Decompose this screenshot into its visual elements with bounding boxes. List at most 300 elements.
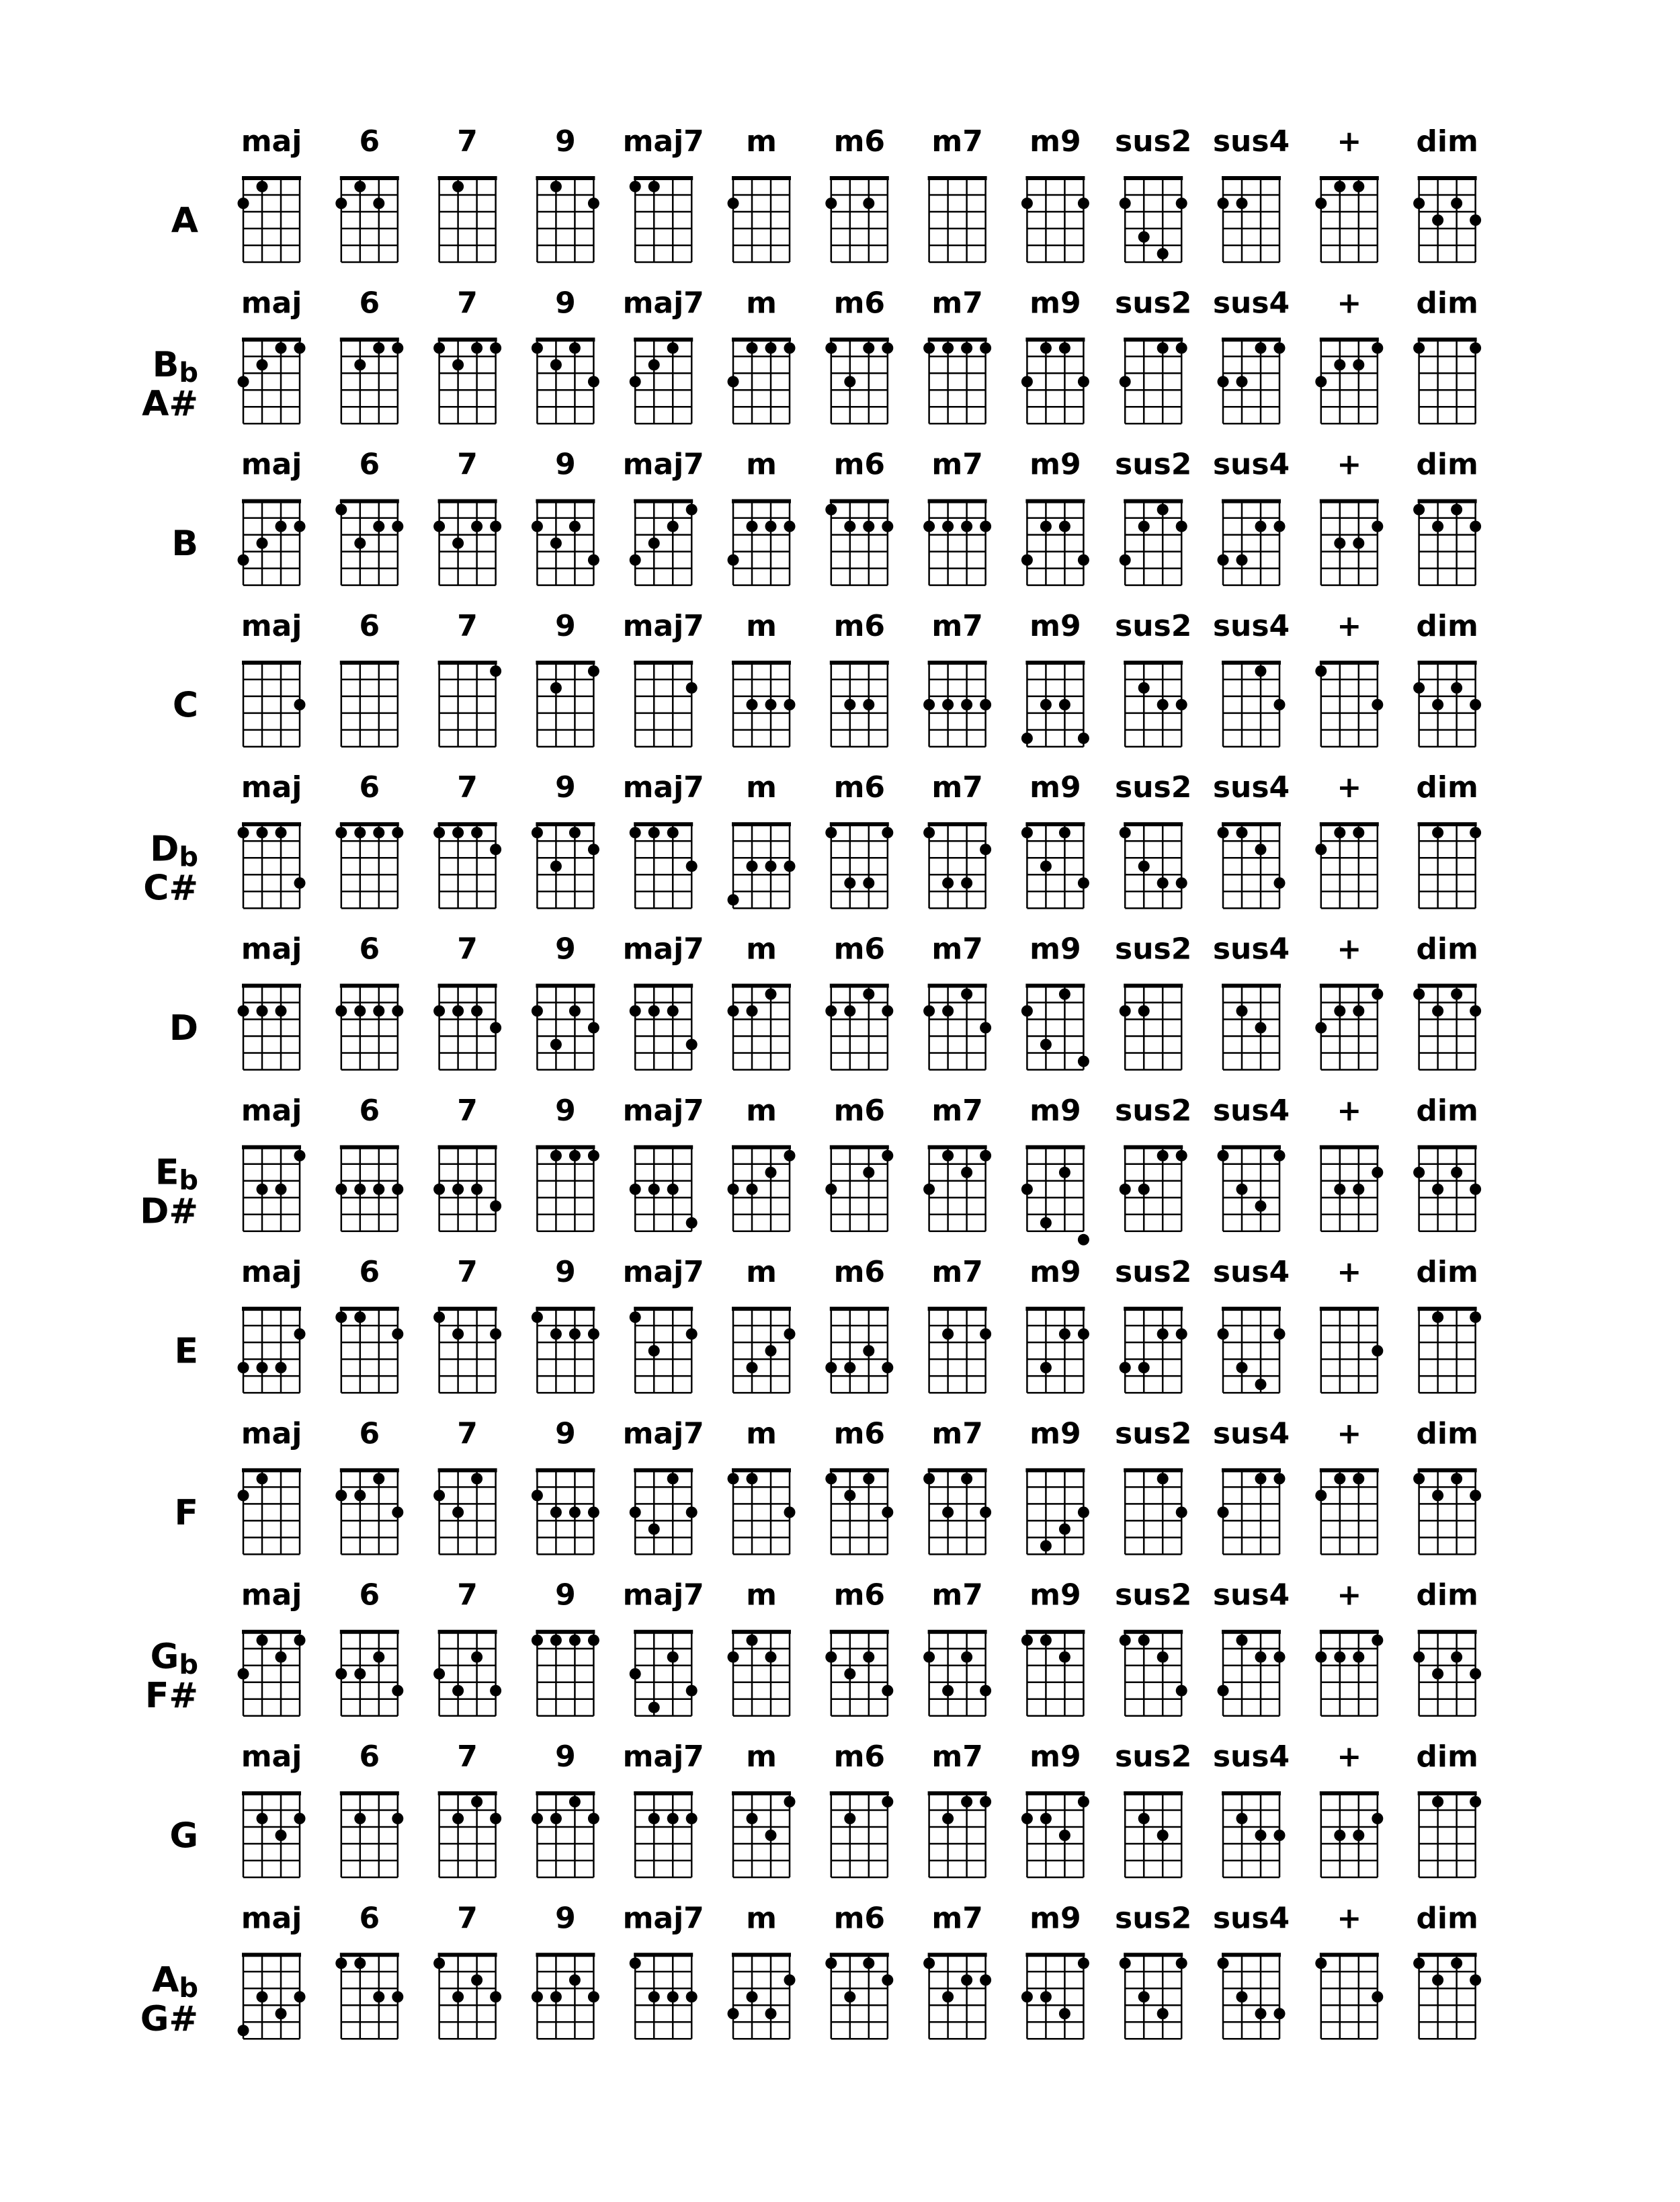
- finger-dot: [1334, 827, 1345, 838]
- finger-dot: [257, 827, 268, 838]
- chord-diagram: [1115, 770, 1191, 908]
- finger-dot: [784, 342, 796, 354]
- chord-diagram: [335, 1578, 403, 1716]
- finger-dot: [569, 342, 581, 354]
- finger-dot: [294, 877, 306, 889]
- chord-quality-label: maj7: [622, 447, 704, 482]
- finger-dot: [1274, 699, 1286, 710]
- chord-diagram: [335, 1416, 403, 1554]
- chord-quality-label: m: [746, 124, 777, 159]
- root-note: A: [152, 1959, 179, 2000]
- finger-dot: [942, 1991, 954, 2002]
- finger-dot: [1274, 1830, 1286, 1841]
- finger-dot: [1021, 376, 1033, 387]
- finger-dot: [1315, 376, 1327, 387]
- chord-diagram: [1115, 609, 1191, 747]
- finger-dot: [257, 1006, 268, 1017]
- finger-dot: [373, 198, 384, 209]
- finger-dot: [1255, 521, 1267, 532]
- finger-dot: [569, 1635, 581, 1646]
- chord-quality-label: 7: [457, 447, 478, 482]
- finger-dot: [844, 1006, 855, 1017]
- chord-quality-label: m: [746, 932, 777, 967]
- root-note: F#: [144, 1676, 198, 1717]
- finger-dot: [844, 1668, 855, 1680]
- chord-diagram: [532, 1255, 599, 1393]
- finger-dot: [747, 1813, 758, 1824]
- finger-dot: [686, 1813, 698, 1824]
- chord-quality-label: +: [1337, 770, 1362, 805]
- finger-dot: [630, 376, 641, 387]
- finger-dot: [294, 1328, 306, 1340]
- root-note: A: [171, 200, 198, 241]
- finger-dot: [882, 1685, 893, 1697]
- chord-quality-label: 9: [555, 932, 576, 967]
- finger-dot: [1432, 1311, 1443, 1323]
- chord-quality-label: m: [746, 1416, 777, 1451]
- finger-dot: [686, 1506, 698, 1518]
- finger-dot: [1432, 521, 1443, 532]
- chord-quality-label: m7: [931, 1578, 983, 1613]
- finger-dot: [335, 504, 347, 516]
- finger-dot: [1372, 1167, 1383, 1178]
- finger-dot: [1176, 699, 1187, 710]
- finger-dot: [276, 2008, 287, 2019]
- finger-dot: [1255, 342, 1267, 354]
- chord-diagram: [238, 770, 306, 908]
- finger-dot: [686, 504, 698, 516]
- chord-quality-label: m: [746, 608, 777, 643]
- chord-diagram: [1115, 1578, 1191, 1716]
- chord-quality-label: +: [1337, 286, 1362, 321]
- finger-dot: [1413, 1473, 1425, 1484]
- chord-quality-label: 6: [359, 286, 380, 321]
- finger-dot: [452, 359, 464, 370]
- chord-quality-label: maj: [241, 1093, 302, 1128]
- finger-dot: [354, 1311, 366, 1323]
- chord-diagram: [1021, 1578, 1085, 1716]
- finger-dot: [980, 699, 991, 710]
- finger-dot: [1413, 1652, 1425, 1663]
- chord-quality-label: 7: [457, 770, 478, 805]
- chord-quality-label: 9: [555, 608, 576, 643]
- chord-diagram: [623, 770, 704, 908]
- finger-dot: [1470, 1796, 1481, 1807]
- finger-dot: [1157, 504, 1169, 516]
- chord-diagram: [732, 1255, 796, 1393]
- finger-dot: [276, 1184, 287, 1195]
- chord-quality-label: m: [746, 1901, 777, 1936]
- chord-quality-label: m7: [931, 1740, 983, 1774]
- finger-dot: [765, 1345, 777, 1356]
- chord-diagram: [1115, 1094, 1191, 1231]
- finger-dot: [294, 1813, 306, 1824]
- finger-dot: [1078, 1234, 1089, 1246]
- finger-dot: [1059, 989, 1070, 1000]
- finger-dot: [550, 359, 562, 370]
- finger-dot: [1236, 1362, 1248, 1373]
- finger-dot: [980, 1022, 991, 1034]
- finger-dot: [630, 1957, 641, 1969]
- chord-diagram: [1315, 932, 1383, 1070]
- chord-diagram: [825, 932, 893, 1070]
- finger-dot: [433, 1957, 445, 1969]
- chord-diagram: [1315, 1578, 1383, 1716]
- chord-diagram: [335, 1094, 403, 1231]
- chord-quality-label: 7: [457, 124, 478, 159]
- finger-dot: [1236, 827, 1248, 838]
- finger-dot: [452, 827, 464, 838]
- finger-dot: [1021, 1006, 1033, 1017]
- root-label: [171, 201, 198, 241]
- finger-dot: [1176, 198, 1187, 209]
- finger-dot: [980, 521, 991, 532]
- finger-dot: [452, 1685, 464, 1697]
- chord-quality-label: sus4: [1212, 447, 1290, 482]
- chord-quality-label: m9: [1030, 1416, 1081, 1451]
- finger-dot: [471, 1974, 482, 1986]
- finger-dot: [825, 504, 837, 516]
- chord-diagram: [923, 286, 991, 423]
- chord-quality-label: sus4: [1212, 932, 1290, 967]
- finger-dot: [1451, 1957, 1462, 1969]
- chord-quality-label: dim: [1416, 1578, 1478, 1613]
- finger-dot: [490, 1022, 501, 1034]
- chord-quality-label: 6: [359, 1740, 380, 1774]
- finger-dot: [452, 1813, 464, 1824]
- chord-diagram: [1213, 1740, 1290, 1877]
- chord-quality-label: 7: [457, 1578, 478, 1613]
- finger-dot: [923, 1652, 935, 1663]
- root-note: A#: [142, 383, 198, 424]
- finger-dot: [1353, 1473, 1364, 1484]
- finger-dot: [667, 342, 679, 354]
- finger-dot: [1334, 359, 1345, 370]
- finger-dot: [648, 181, 660, 192]
- finger-dot: [1218, 1150, 1229, 1161]
- finger-dot: [961, 1167, 972, 1178]
- finger-dot: [882, 1006, 893, 1017]
- finger-dot: [1021, 1991, 1033, 2002]
- finger-dot: [825, 342, 837, 354]
- chord-diagram: [923, 609, 991, 747]
- finger-dot: [980, 1506, 991, 1518]
- finger-dot: [490, 1813, 501, 1824]
- finger-dot: [433, 342, 445, 354]
- finger-dot: [667, 1813, 679, 1824]
- chord-diagram: [728, 1901, 796, 2039]
- finger-dot: [923, 699, 935, 710]
- finger-dot: [728, 1006, 739, 1017]
- finger-dot: [471, 521, 482, 532]
- finger-dot: [354, 359, 366, 370]
- chord-diagram: [728, 448, 796, 585]
- chord-quality-label: sus2: [1115, 1901, 1192, 1936]
- finger-dot: [1315, 844, 1327, 855]
- chord-quality-label: sus2: [1115, 1255, 1192, 1290]
- finger-dot: [648, 1184, 660, 1195]
- finger-dot: [923, 1957, 935, 1969]
- chord-quality-label: maj7: [622, 1416, 704, 1451]
- finger-dot: [1040, 1039, 1052, 1051]
- finger-dot: [923, 1473, 935, 1484]
- finger-dot: [1255, 2008, 1267, 2019]
- finger-dot: [844, 1490, 855, 1501]
- chord-diagram: [335, 932, 403, 1070]
- chord-quality-label: m9: [1030, 608, 1081, 643]
- chord-quality-label: 6: [359, 124, 380, 159]
- chord-diagram: [1315, 124, 1379, 262]
- chord-quality-label: m: [746, 770, 777, 805]
- chord-diagram: [623, 1416, 704, 1554]
- chord-diagram: [1416, 770, 1481, 908]
- finger-dot: [550, 1991, 562, 2002]
- chord-quality-label: maj: [241, 286, 302, 321]
- finger-dot: [784, 860, 796, 872]
- chord-diagram: [1021, 124, 1089, 262]
- finger-dot: [648, 359, 660, 370]
- finger-dot: [1255, 844, 1267, 855]
- finger-dot: [433, 1006, 445, 1017]
- finger-dot: [961, 699, 972, 710]
- finger-dot: [490, 521, 501, 532]
- chord-diagram: [238, 448, 306, 585]
- chord-diagram: [1115, 124, 1191, 262]
- chord-quality-label: +: [1337, 1255, 1362, 1290]
- finger-dot: [1236, 555, 1248, 566]
- chord-quality-label: m9: [1030, 1901, 1081, 1936]
- chord-quality-label: 9: [555, 1093, 576, 1128]
- finger-dot: [238, 1668, 249, 1680]
- finger-dot: [630, 1006, 641, 1017]
- chord-diagram: [532, 1740, 599, 1877]
- chord-diagram: [532, 448, 599, 585]
- finger-dot: [1451, 198, 1462, 209]
- finger-dot: [276, 1652, 287, 1663]
- finger-dot: [1372, 699, 1383, 710]
- finger-dot: [588, 1813, 599, 1824]
- finger-dot: [942, 1150, 954, 1161]
- chord-quality-label: maj: [241, 932, 302, 967]
- finger-dot: [648, 1702, 660, 1713]
- finger-dot: [1176, 521, 1187, 532]
- finger-dot: [1353, 538, 1364, 549]
- chord-diagram: [923, 932, 991, 1070]
- finger-dot: [882, 827, 893, 838]
- root-note: E: [174, 1331, 198, 1372]
- chord-quality-label: m6: [833, 1093, 886, 1128]
- finger-dot: [1274, 521, 1286, 532]
- finger-dot: [728, 1473, 739, 1484]
- finger-dot: [1120, 1184, 1131, 1195]
- finger-dot: [1334, 1473, 1345, 1484]
- finger-dot: [354, 1957, 366, 1969]
- chord-diagram: [335, 1901, 403, 2039]
- chord-diagram: [238, 1901, 306, 2039]
- chord-quality-label: m6: [833, 1255, 886, 1290]
- finger-dot: [335, 1311, 347, 1323]
- chord-quality-label: dim: [1416, 1255, 1478, 1290]
- finger-dot: [1353, 1652, 1364, 1663]
- finger-dot: [1078, 733, 1089, 744]
- chord-diagram: [433, 1578, 501, 1716]
- chord-quality-label: 6: [359, 608, 380, 643]
- root-label: [171, 524, 198, 564]
- chord-row: [171, 448, 1481, 585]
- finger-dot: [1176, 342, 1187, 354]
- finger-dot: [1138, 1362, 1150, 1373]
- finger-dot: [1413, 504, 1425, 516]
- finger-dot: [276, 1362, 287, 1373]
- chord-diagram: [438, 1740, 502, 1877]
- chord-quality-label: sus2: [1115, 447, 1192, 482]
- finger-dot: [961, 989, 972, 1000]
- finger-dot: [747, 1184, 758, 1195]
- finger-dot: [1470, 1311, 1481, 1323]
- finger-dot: [490, 844, 501, 855]
- chord-diagram: [1021, 932, 1089, 1070]
- finger-dot: [550, 682, 562, 694]
- chord-quality-label: maj7: [622, 932, 704, 967]
- chord-diagram: [340, 286, 404, 423]
- finger-dot: [1255, 665, 1267, 677]
- chord-quality-label: m7: [931, 1093, 983, 1128]
- finger-dot: [1040, 1813, 1052, 1824]
- finger-dot: [1218, 827, 1229, 838]
- finger-dot: [1315, 1490, 1327, 1501]
- chord-row: [140, 1901, 1481, 2039]
- chord-quality-label: sus4: [1212, 124, 1290, 159]
- finger-dot: [1432, 1184, 1443, 1195]
- chord-diagram: [536, 1094, 599, 1231]
- finger-dot: [1451, 1473, 1462, 1484]
- chord-quality-label: +: [1337, 1093, 1362, 1128]
- finger-dot: [728, 376, 739, 387]
- finger-dot: [452, 538, 464, 549]
- finger-dot: [1138, 521, 1150, 532]
- finger-dot: [747, 860, 758, 872]
- finger-dot: [1021, 555, 1033, 566]
- finger-dot: [1040, 1635, 1052, 1646]
- finger-dot: [1176, 1685, 1187, 1697]
- chord-diagram: [433, 1255, 501, 1393]
- finger-dot: [588, 844, 599, 855]
- chord-quality-label: m6: [833, 932, 886, 967]
- finger-dot: [863, 1652, 874, 1663]
- chord-quality-label: +: [1337, 1416, 1362, 1451]
- finger-dot: [1157, 1150, 1169, 1161]
- finger-dot: [784, 1150, 796, 1161]
- finger-dot: [1334, 1006, 1345, 1017]
- finger-dot: [863, 1167, 874, 1178]
- chord-quality-label: 6: [359, 932, 380, 967]
- finger-dot: [1059, 1523, 1070, 1535]
- root-label: [150, 829, 198, 873]
- finger-dot: [433, 1311, 445, 1323]
- finger-dot: [825, 1362, 837, 1373]
- chord-quality-label: 7: [457, 1093, 478, 1128]
- chord-quality-label: dim: [1416, 286, 1478, 321]
- chord-diagram: [825, 1094, 893, 1231]
- finger-dot: [765, 699, 777, 710]
- finger-dot: [588, 1150, 599, 1161]
- finger-dot: [354, 538, 366, 549]
- chord-quality-label: m9: [1030, 770, 1081, 805]
- chord-diagram: [728, 286, 796, 423]
- finger-dot: [1353, 1830, 1364, 1841]
- finger-dot: [667, 1184, 679, 1195]
- finger-dot: [1157, 1473, 1169, 1484]
- finger-dot: [1432, 1796, 1443, 1807]
- finger-dot: [392, 1991, 403, 2002]
- chord-diagram: [1315, 1901, 1383, 2039]
- finger-dot: [354, 1668, 366, 1680]
- finger-dot: [747, 1473, 758, 1484]
- finger-dot: [1120, 1006, 1131, 1017]
- finger-dot: [335, 827, 347, 838]
- finger-dot: [1078, 877, 1089, 889]
- finger-dot: [1334, 538, 1345, 549]
- finger-dot: [630, 181, 641, 192]
- root-label: [151, 1637, 198, 1680]
- finger-dot: [1255, 1652, 1267, 1663]
- flat-sign: b: [179, 1165, 198, 1196]
- chord-diagram: [1115, 1901, 1191, 2039]
- finger-dot: [980, 1974, 991, 1986]
- finger-dot: [1353, 181, 1364, 192]
- finger-dot: [980, 1328, 991, 1340]
- finger-dot: [961, 877, 972, 889]
- chord-quality-label: m: [746, 1740, 777, 1774]
- chord-quality-label: m9: [1030, 286, 1081, 321]
- finger-dot: [257, 538, 268, 549]
- finger-dot: [667, 1991, 679, 2002]
- chord-quality-label: maj7: [622, 608, 704, 643]
- chord-quality-label: sus2: [1115, 1416, 1192, 1451]
- finger-dot: [238, 198, 249, 209]
- chord-quality-label: m7: [931, 286, 983, 321]
- finger-dot: [942, 1506, 954, 1518]
- finger-dot: [1157, 1652, 1169, 1663]
- chord-diagram: [928, 124, 987, 262]
- finger-dot: [490, 342, 501, 354]
- finger-dot: [373, 1473, 384, 1484]
- chord-quality-label: maj7: [622, 770, 704, 805]
- finger-dot: [471, 342, 482, 354]
- finger-dot: [1236, 1184, 1248, 1195]
- finger-dot: [471, 827, 482, 838]
- chord-diagram: [1320, 1740, 1384, 1877]
- finger-dot: [238, 1006, 249, 1017]
- finger-dot: [1432, 1490, 1443, 1501]
- chord-diagram: [1315, 609, 1383, 747]
- finger-dot: [942, 1328, 954, 1340]
- chord-quality-label: sus4: [1212, 770, 1290, 805]
- finger-dot: [569, 827, 581, 838]
- finger-dot: [1236, 1635, 1248, 1646]
- finger-dot: [667, 1652, 679, 1663]
- chord-row: [174, 1416, 1481, 1554]
- finger-dot: [1255, 1473, 1267, 1484]
- finger-dot: [844, 1362, 855, 1373]
- finger-dot: [765, 342, 777, 354]
- finger-dot: [1236, 1991, 1248, 2002]
- finger-dot: [1078, 198, 1089, 209]
- finger-dot: [588, 1635, 599, 1646]
- finger-dot: [1040, 521, 1052, 532]
- finger-dot: [238, 376, 249, 387]
- chord-diagram: [923, 1094, 991, 1231]
